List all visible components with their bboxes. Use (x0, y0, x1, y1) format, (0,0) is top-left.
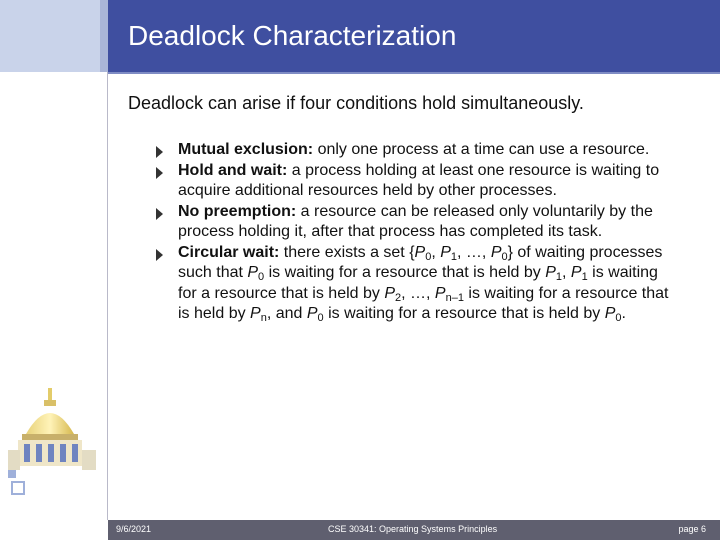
list-item (152, 202, 672, 243)
text-fragment: is waiting for a resource that is held by (178, 264, 658, 302)
process-symbol: P (570, 264, 582, 281)
bullet-arrow-icon (156, 208, 163, 220)
decorative-squares-icon (8, 470, 28, 496)
text-fragment: , …, (401, 284, 435, 302)
process-symbol: P (384, 284, 395, 302)
subscript: 2 (395, 291, 402, 304)
process-symbol: P (247, 264, 259, 281)
process-symbol: P (306, 305, 318, 322)
subscript: 1 (450, 250, 458, 263)
left-header-accent (100, 0, 108, 72)
subscript: 0 (615, 312, 622, 324)
text-fragment: is waiting for a resource that is held by (323, 305, 605, 322)
condition-term: Hold and wait: (178, 161, 288, 179)
slide-title: Deadlock Characterization (128, 20, 457, 51)
condition-text: only one process at a time can use a resource. (313, 141, 650, 158)
footer-course: CSE 30341: Operating Systems Principles (328, 524, 498, 534)
process-symbol: P (440, 243, 451, 261)
condition-term: Mutual exclusion: (178, 141, 314, 158)
footer-date: 9/6/2021 (116, 524, 152, 534)
text-fragment: is waiting for a resource that is held by (178, 284, 669, 322)
footer-left (0, 520, 108, 540)
subscript: 0 (425, 250, 432, 263)
list-item (152, 140, 672, 161)
text-fragment: , (431, 243, 441, 261)
footer-bar (108, 520, 720, 540)
bullet-arrow-icon (156, 167, 163, 179)
text-fragment: , (562, 264, 571, 281)
subscript: 1 (581, 271, 588, 283)
subscript: 1 (555, 271, 562, 283)
condition-text: a process holding at least one resource is waiting to acquire additional resources held by other processes. (178, 161, 660, 199)
text-fragment: there exists a set { (279, 243, 415, 261)
footer-page-number: page 6 (678, 524, 706, 534)
process-symbol: P (414, 243, 426, 261)
conditions-list (152, 140, 672, 325)
process-symbol: P (434, 284, 446, 302)
left-header-block (0, 0, 100, 72)
subscript: 0 (258, 271, 265, 283)
subscript: 0 (317, 312, 324, 324)
process-symbol: P (604, 305, 616, 322)
process-symbol: P (250, 305, 261, 322)
process-symbol: P (545, 264, 556, 281)
process-symbol: P (490, 243, 502, 261)
list-item (152, 161, 672, 202)
subscript: n–1 (445, 291, 464, 304)
text-fragment: , and (266, 305, 307, 322)
bullet-arrow-icon (156, 146, 163, 158)
condition-term: Circular wait: (178, 243, 280, 261)
divider-line (107, 72, 108, 520)
intro-text: Deadlock can arise if four conditions hold simultaneously. (128, 93, 584, 113)
list-item (152, 243, 672, 325)
subscript: n (260, 312, 267, 324)
text-fragment: . (621, 305, 626, 322)
text-fragment: , …, (457, 243, 491, 261)
condition-term: No preemption: (178, 202, 297, 220)
title-bar (108, 0, 720, 72)
text-fragment: } of waiting processes such that (178, 243, 663, 281)
condition-text: a resource can be released only voluntarily by the process holding it, after that process has completed its task. (178, 202, 653, 240)
golden-dome-logo-icon (6, 388, 102, 472)
title-underline (108, 72, 720, 74)
bullet-arrow-icon (156, 249, 163, 261)
text-fragment: is waiting for a resource that is held by (264, 264, 546, 281)
subscript: 0 (501, 250, 508, 263)
